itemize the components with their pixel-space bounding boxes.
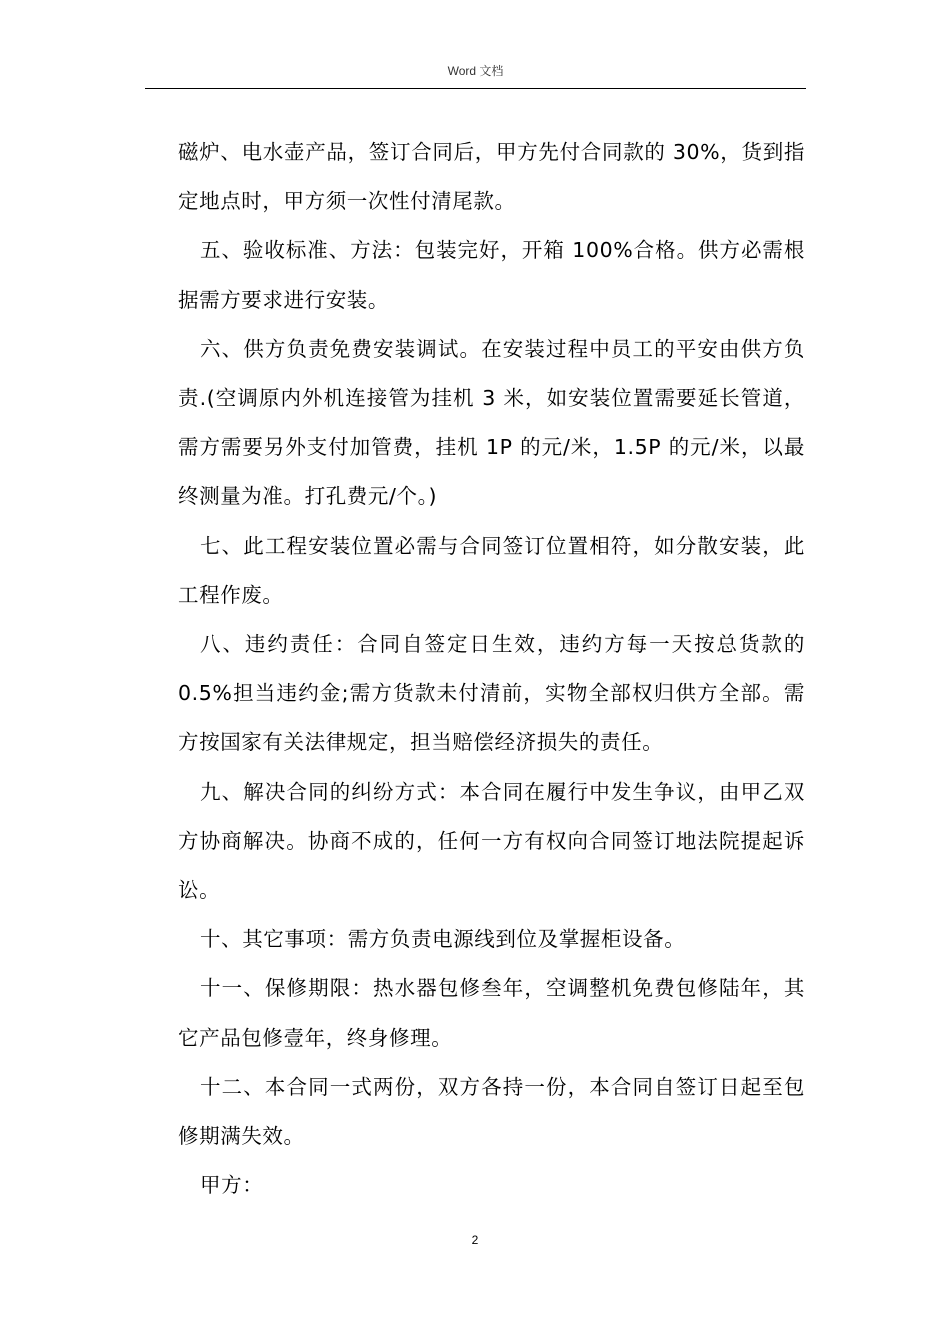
document-body — [178, 128, 805, 1210]
paragraph-clause-10: 十、其它事项：需方负责电源线到位及掌握柜设备。 — [200, 927, 686, 952]
paragraph-clause-6: 六、供方负责免费安装调试。在安装过程中员工的平安由供方负责.(空调原内外机连接管为挂机 3 米，如安装位置需要延长管道，需方需要另外支付加管费，挂机 1P 的元/米，1.5P 的元/米，以最终测量为准。打孔费元/个。) — [178, 336, 805, 509]
paragraph-clause-11: 十一、保修期限：热水器包修叁年，空调整机免费包修陆年，其它产品包修壹年，终身修理。 — [178, 976, 805, 1050]
paragraph-clause-8: 八、违约责任：合同自签定日生效，违约方每一天按总货款的 0.5%担当违约金;需方货款未付清前，实物全部权归供方全部。需方按国家有关法律规定，担当赔偿经济损失的责任。 — [178, 632, 805, 755]
paragraph-continuation: 磁炉、电水壶产品，签订合同后，甲方先付合同款的 30%，货到指定地点时，甲方须一次性付清尾款。 — [178, 140, 805, 214]
page-number: 2 — [471, 1233, 479, 1247]
paragraph-clause-9: 九、解决合同的纠纷方式：本合同在履行中发生争议，由甲乙双方协商解决。协商不成的，任何一方有权向合同签订地法院提起诉讼。 — [178, 779, 805, 903]
paragraph-clause-7: 七、此工程安装位置必需与合同签订位置相符，如分散安装，此工程作废。 — [178, 533, 805, 607]
party-a-label: 甲方： — [200, 1173, 264, 1198]
paragraph-clause-12: 十二、本合同一式两份，双方各持一份，本合同自签订日起至包修期满失效。 — [178, 1074, 805, 1149]
paragraph-clause-5: 五、验收标准、方法：包装完好，开箱 100%合格。供方必需根据需方要求进行安装。 — [178, 238, 805, 312]
header-divider — [145, 88, 806, 89]
page-header: Word 文档 — [447, 64, 504, 78]
